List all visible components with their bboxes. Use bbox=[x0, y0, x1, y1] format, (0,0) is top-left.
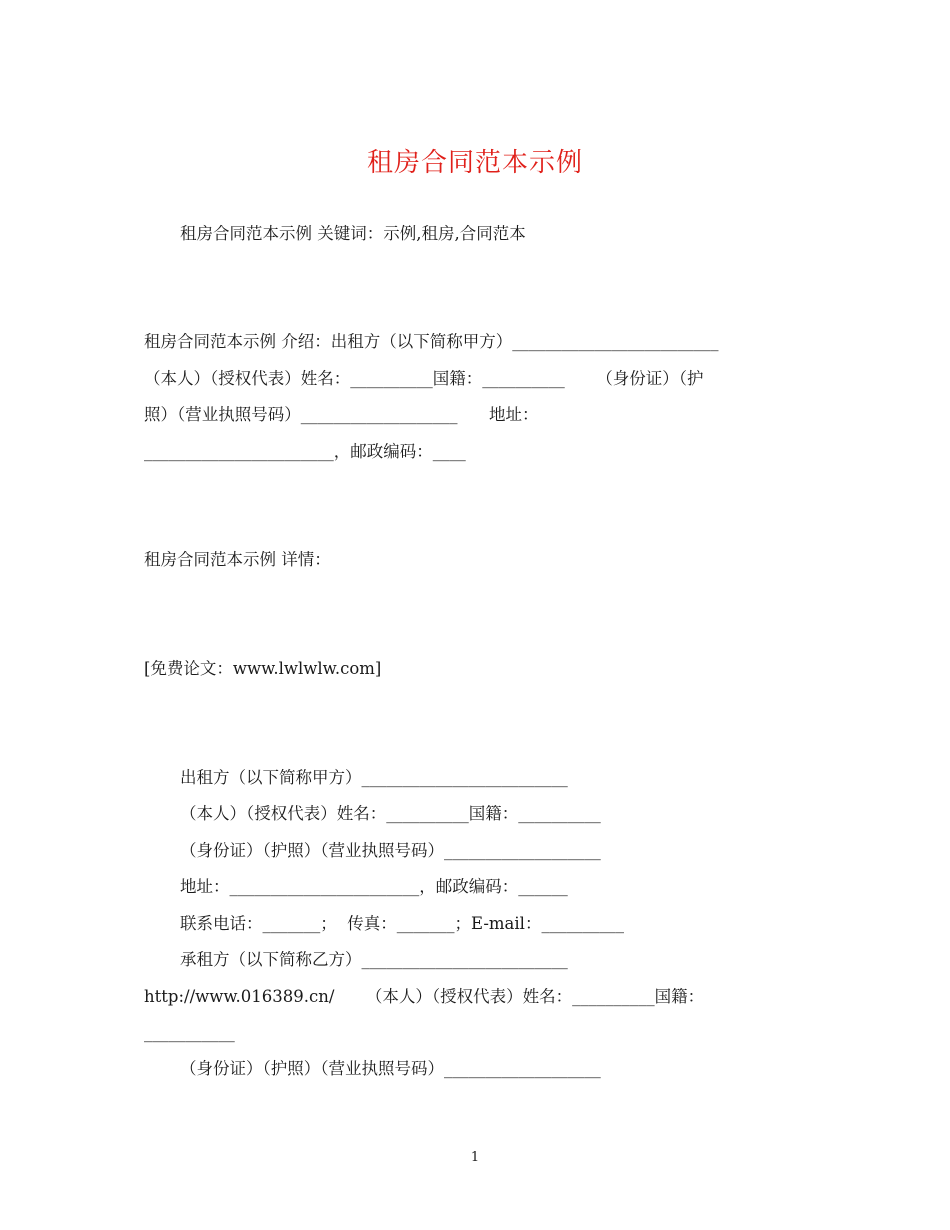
lessor-id-line: （身份证）（护照）（营业执照号码）___________________ bbox=[180, 841, 601, 860]
lessee-url-line: http://www.016389.cn/ （本人）（授权代表）姓名：__________国籍： bbox=[144, 987, 705, 1006]
intro-line-2: （本人）（授权代表）姓名：__________国籍：__________ （身份证）（护 bbox=[144, 369, 704, 388]
intro-line-1: 租房合同范本示例 介绍：出租方（以下简称甲方）_________________________ bbox=[144, 332, 719, 351]
lessee-nationality-blank: ___________ bbox=[144, 1023, 235, 1042]
intro-line-3: 照）（营业执照号码）___________________ 地址： bbox=[144, 405, 539, 424]
details-heading: 租房合同范本示例 详情： bbox=[144, 550, 331, 569]
document-title: 租房合同范本示例 bbox=[366, 148, 583, 178]
lessor-address-line: 地址：_______________________，邮政编码：______ bbox=[180, 877, 568, 896]
lessor-line: 出租方（以下简称甲方）_________________________ bbox=[180, 768, 568, 787]
lessee-line: 承租方（以下简称乙方）_________________________ bbox=[180, 950, 568, 969]
lessor-contact-line: 联系电话：_______； 传真：_______；E-mail：__________ bbox=[180, 914, 624, 933]
page-number: 1 bbox=[470, 1150, 480, 1165]
intro-line-4: _______________________，邮政编码：____ bbox=[144, 442, 466, 461]
source-note: [免费论文：www.lwlwlw.com] bbox=[144, 659, 382, 678]
lessor-name-line: （本人）（授权代表）姓名：__________国籍：__________ bbox=[180, 804, 601, 823]
lessee-id-line: （身份证）（护照）（营业执照号码）___________________ bbox=[180, 1059, 601, 1078]
keywords-line: 租房合同范本示例 关键词：示例,租房,合同范本 bbox=[180, 224, 526, 243]
